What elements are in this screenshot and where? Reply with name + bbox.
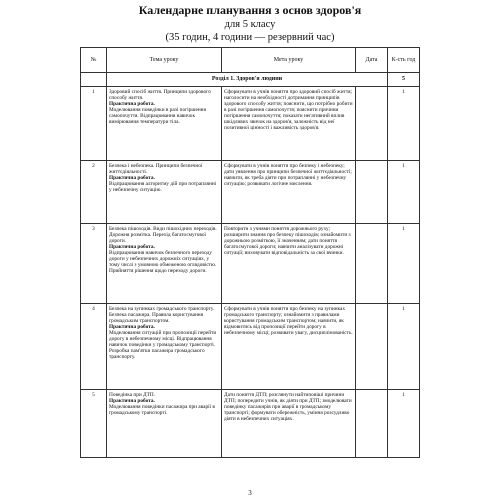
row-date	[356, 87, 388, 161]
table-row	[81, 161, 420, 224]
row-topic-cell	[107, 304, 222, 390]
row-topic-cell	[107, 161, 222, 224]
row-topic-cell	[107, 224, 222, 304]
column-header-number: №	[81, 48, 107, 73]
section-row	[81, 73, 420, 87]
row-practical-text: Моделювання поведінки в разі погіршення самопочуття. Відпрацювання навичок вимірювання температури тіла.	[109, 107, 206, 126]
row-number: 3	[81, 224, 107, 304]
table-row	[81, 390, 420, 458]
row-number: 4	[81, 304, 107, 390]
section-hours: 5	[388, 73, 420, 87]
row-practical-label: Практична робота.	[109, 324, 155, 331]
page-title: Календарне планування з основ здоров'я	[138, 3, 362, 17]
row-goal: Повторити з учнями поняття дорожнього руху; розширити знання про безпеку пішоходів; ознайомити з дорожньою розміткою, її значенням; дати поняття багатосмугової дороги; навчити аналізувати дорожні ситуації; виховувати відповідальність за свої вчинки.	[222, 224, 356, 304]
table-row	[81, 304, 420, 390]
row-topic: Безпека пішоходів. Види пішохідних переходів. Дорожня розмітка. Перехід багатосмугової дороги.	[109, 226, 217, 245]
row-date	[356, 390, 388, 458]
row-goal: Сформувати в учнів поняття про безпеку і небезпеку; дати уявлення про принципи безпечної життєдіяльності; навчити, як треба діяти при потраплянні у небезпечну ситуацію; розвивати логічне мислення.	[222, 161, 356, 224]
row-practical-text: Моделювання поведінки пасажира при аварії в громадському транспорті.	[109, 404, 215, 417]
row-hours: 1	[388, 161, 420, 224]
plan-table	[80, 47, 420, 458]
row-practical-text: Моделювання ситуацій при пропозиції перейти дорогу в небезпечному місці. Відпрацювання навичок поведінки у громадському транспорті. Розробка пам'ятки пасажира громадського транспорту.	[109, 330, 217, 361]
column-header-hours: К-сть год	[388, 48, 420, 73]
row-topic: Здоровий спосіб життя. Принципи здорового способу життя.	[109, 89, 211, 102]
row-date	[356, 304, 388, 390]
row-topic-cell	[107, 87, 222, 161]
page-number: 3	[248, 489, 252, 497]
table-header-row	[81, 48, 420, 73]
row-goal: Сформувати в учнів поняття про безпеку на зупинках громадського транспорту; ознайомити з правилами користування громадським транспортом; навчити, як відмовитись від пропозиції перейти дорогу в небезпечному місці; розвивати увагу, дисциплінованість.	[222, 304, 356, 390]
hours-note: (35 годин, 4 години — резервний час)	[165, 32, 335, 43]
page-subtitle: для 5 класу	[224, 19, 276, 30]
row-date	[356, 161, 388, 224]
row-topic: Безпека на зупинках громадського транспорту. Безпека пасажира. Правила користування громадським транспортом.	[109, 306, 215, 325]
row-hours: 1	[388, 224, 420, 304]
row-topic: Безпека і небезпека. Принципи безпечної життєдіяльності.	[109, 163, 203, 176]
column-header-date: Дата	[356, 48, 388, 73]
row-practical-text: Відпрацювання навичок безпечного переходу дороги у небезпечних дорожніх ситуаціях, у тому числі з умовною обмеженою оглядовістю. Прийняття рішення щодо переходу дороги.	[109, 250, 217, 275]
row-number: 5	[81, 390, 107, 458]
table-row	[81, 87, 420, 161]
row-practical-text: Відпрацювання алгоритму дій при потраплянні у небезпечну ситуацію.	[109, 181, 217, 194]
row-date	[356, 224, 388, 304]
row-practical-label: Практична робота.	[109, 244, 155, 251]
row-goal: Сформувати в учнів поняття про здоровий спосіб життя; наголосити на необхідності дотримання принципів здорового способу життя; пояснити, що потрібно робити в разі погіршення самопочуття; пояснити причини погіршення самопочуття; показати негативний вплив шкідливих звичок на здоров'я, залежність від неї позитивної цінності і важливість здоров'я.	[222, 87, 356, 161]
row-practical-label: Практична робота.	[109, 101, 155, 108]
section-title: Розділ 1. Здоров'я людини	[107, 73, 388, 87]
row-practical-label: Практична робота.	[109, 175, 155, 182]
row-goal: Дати поняття ДТП; розглянути найтиповіші причини ДТП; попередити учнів, як діяти при ДТП; змоделювати поведінку пасажирів при аварії в громадському транспорті; формувати обережність, уміння розсудливо діяти в небезпечних ситуаціях.	[222, 390, 356, 458]
column-header-goal: Мета уроку	[222, 48, 356, 73]
row-number: 1	[81, 87, 107, 161]
row-hours: 1	[388, 390, 420, 458]
row-hours: 1	[388, 304, 420, 390]
row-hours: 1	[388, 87, 420, 161]
row-number: 2	[81, 161, 107, 224]
table-row	[81, 224, 420, 304]
row-topic-cell	[107, 390, 222, 458]
row-topic: Поведінка при ДТП.	[109, 392, 156, 398]
column-header-topic: Тема уроку	[107, 48, 222, 73]
row-practical-label: Практична робота.	[109, 398, 155, 405]
